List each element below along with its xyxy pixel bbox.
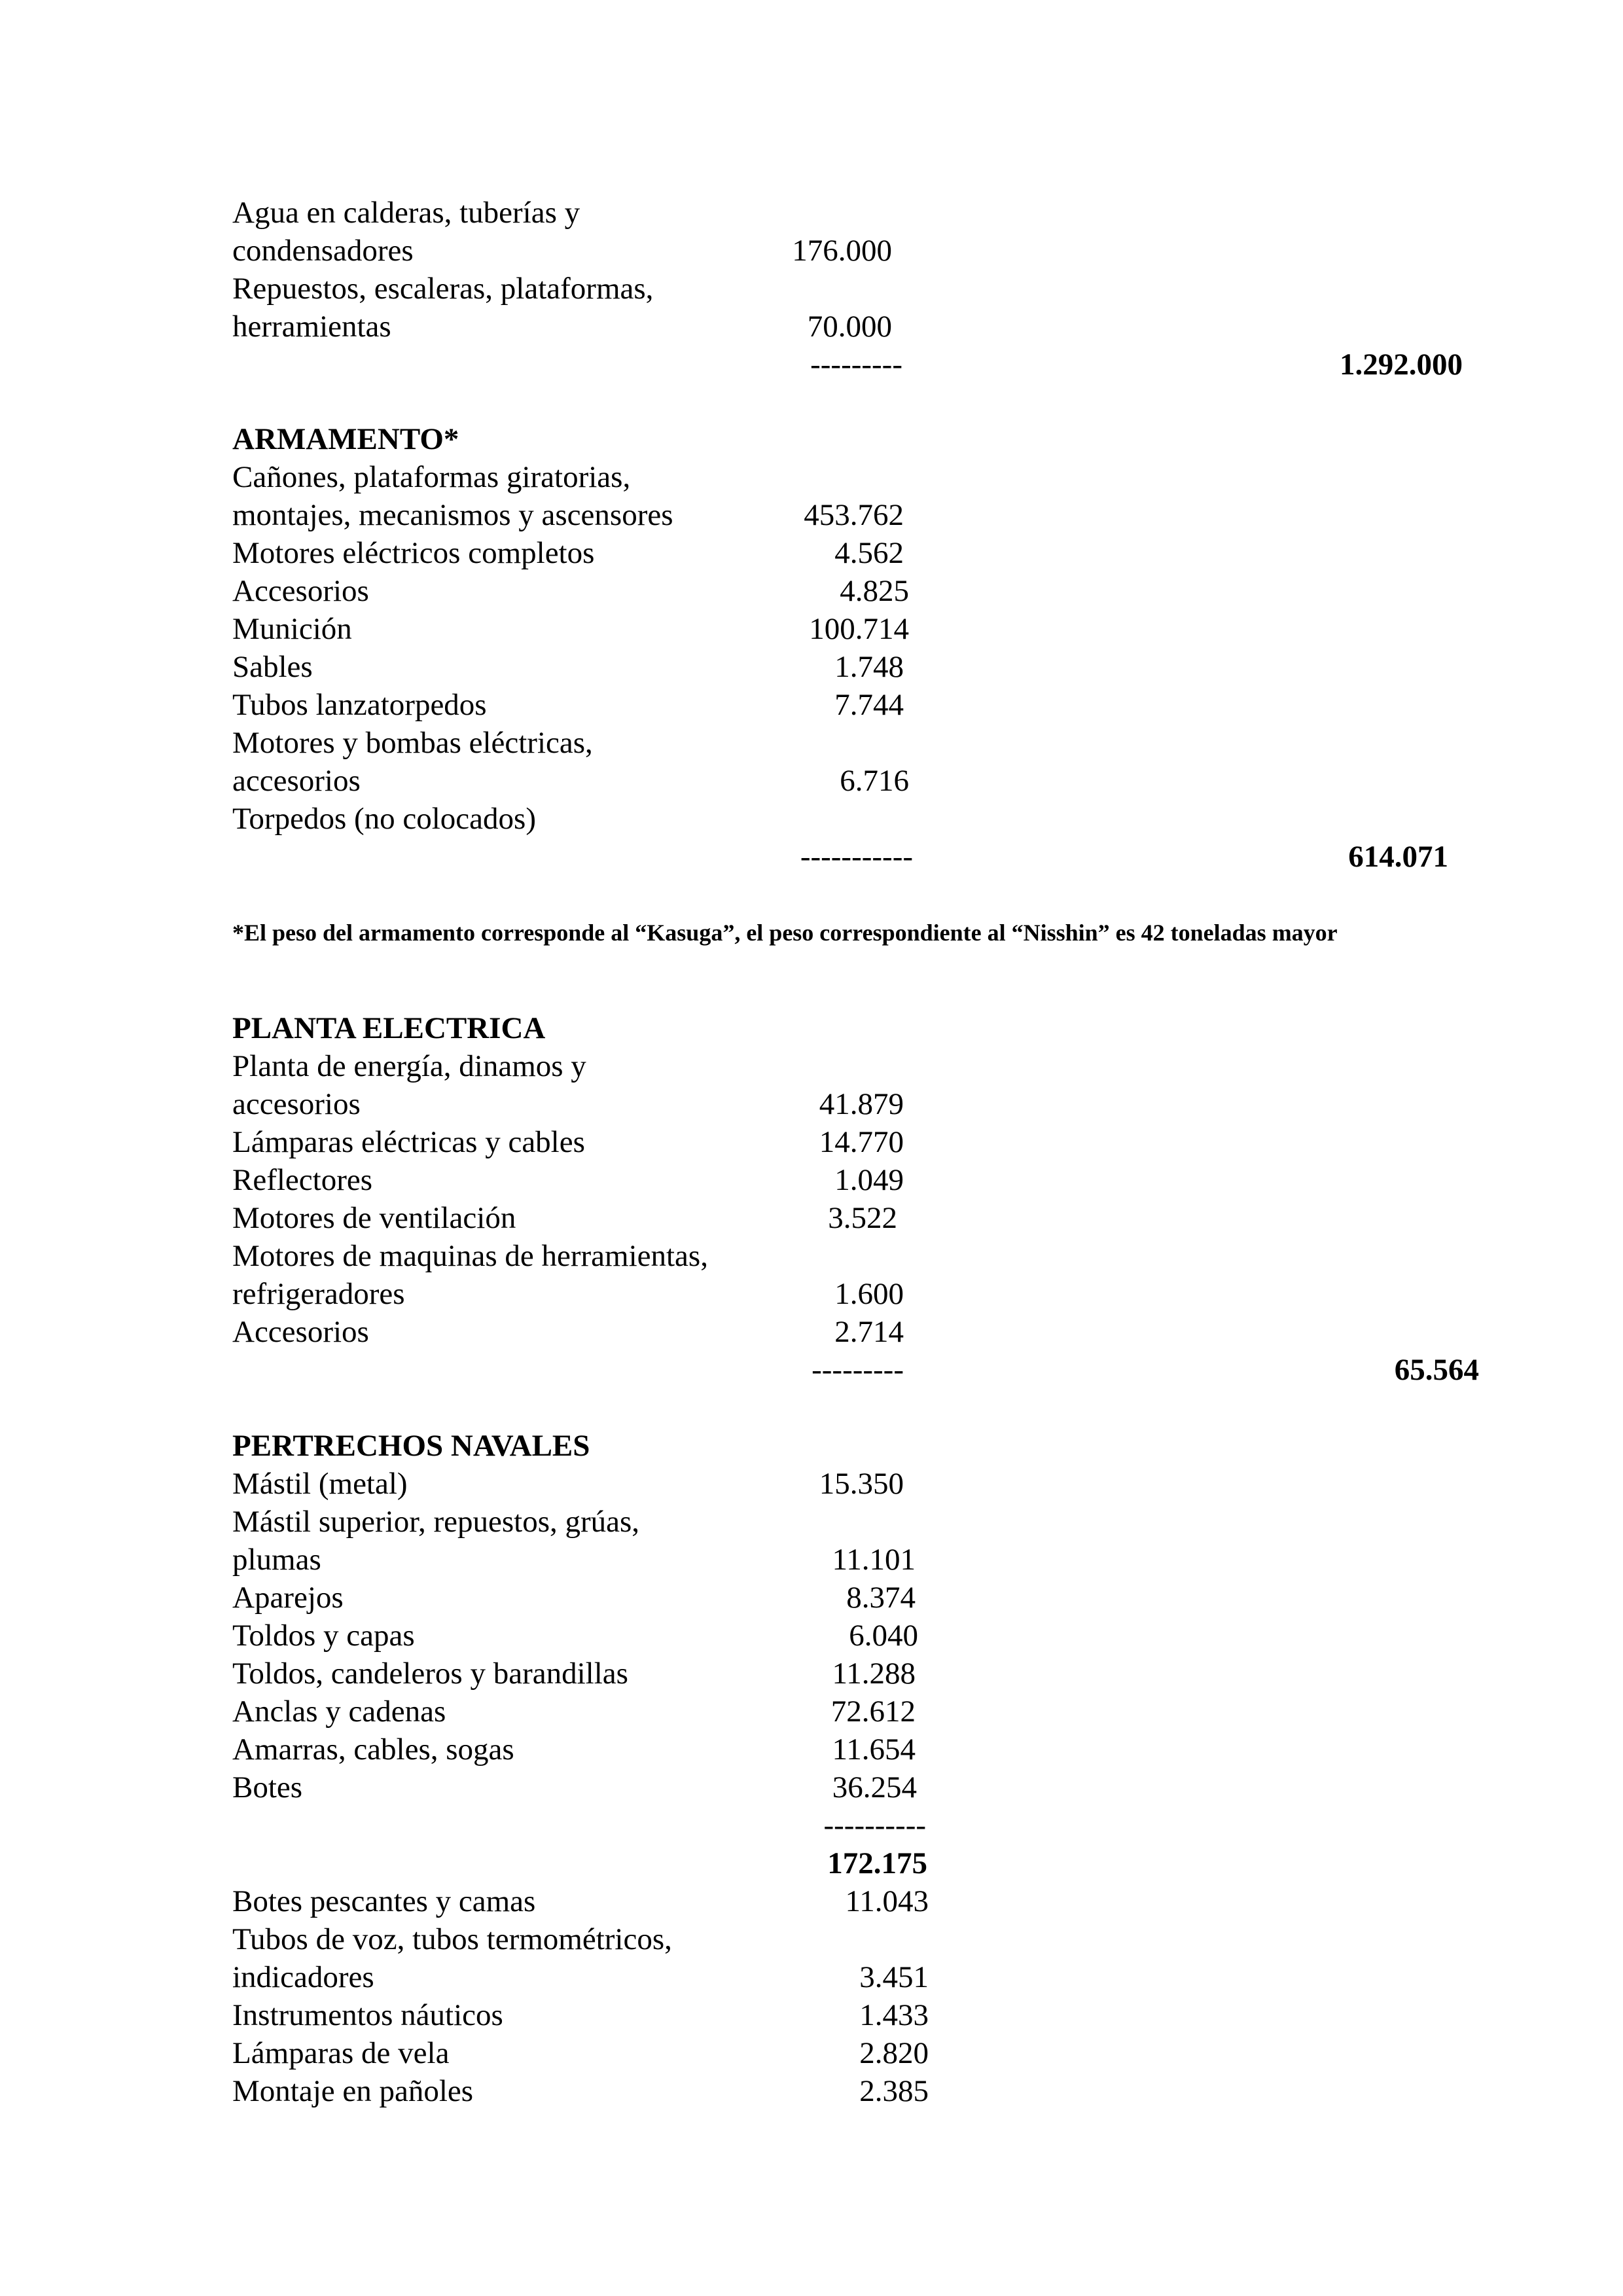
row-value: 1.600 — [834, 1277, 904, 1311]
row-value: 100.714 — [809, 612, 909, 646]
row-label: herramientas — [232, 310, 391, 344]
row-label: Toldos y capas — [232, 1619, 415, 1653]
row-label: Torpedos (no colocados) — [232, 802, 536, 836]
row-label: Montaje en pañoles — [232, 2074, 474, 2108]
row-value: 4.562 — [834, 536, 904, 570]
row-value: 11.101 — [832, 1543, 916, 1577]
row-value: 2.385 — [859, 2074, 929, 2108]
row-value: 6.716 — [840, 764, 909, 798]
row-label: Aparejos — [232, 1581, 344, 1615]
section-total: 614.071 — [1348, 840, 1448, 874]
row-value: 70.000 — [807, 310, 892, 344]
row-label: Motores de maquinas de herramientas, — [232, 1239, 708, 1273]
row-label: Munición — [232, 612, 352, 646]
row-value: 3.522 — [828, 1201, 897, 1235]
row-label: Repuestos, escaleras, plataformas, — [232, 272, 654, 306]
row-label: indicadores — [232, 1960, 374, 1994]
row-label: Botes pescantes y camas — [232, 1884, 536, 1918]
row-label: Amarras, cables, sogas — [232, 1732, 514, 1767]
row-value: 36.254 — [832, 1770, 917, 1804]
row-value: 3.451 — [859, 1960, 929, 1994]
rule-dashes: ----------- — [800, 840, 913, 874]
row-value: 2.820 — [859, 2036, 929, 2070]
row-label: Motores y bombas eléctricas, — [232, 726, 593, 760]
row-label: accesorios — [232, 1087, 361, 1121]
row-label: accesorios — [232, 764, 361, 798]
row-value: 11.654 — [832, 1732, 916, 1767]
row-value: 1.748 — [834, 650, 904, 684]
row-label: Sables — [232, 650, 313, 684]
row-value: 7.744 — [834, 688, 904, 722]
row-value: 15.350 — [819, 1467, 904, 1501]
row-label: Lámparas eléctricas y cables — [232, 1125, 585, 1159]
row-value: 8.374 — [846, 1581, 916, 1615]
row-label: Planta de energía, dinamos y — [232, 1049, 586, 1083]
row-label: Lámparas de vela — [232, 2036, 450, 2070]
row-label: Botes — [232, 1770, 303, 1804]
row-value: 2.714 — [834, 1315, 904, 1349]
row-value: 4.825 — [840, 574, 909, 608]
rule-dashes: --------- — [812, 1353, 904, 1387]
row-value: 41.879 — [819, 1087, 904, 1121]
row-label: montajes, mecanismos y ascensores — [232, 498, 673, 532]
row-label: Anclas y cadenas — [232, 1695, 446, 1729]
row-label: Cañones, plataformas giratorias, — [232, 460, 631, 494]
row-value: 1.049 — [834, 1163, 904, 1197]
row-label: Toldos, candeleros y barandillas — [232, 1657, 628, 1691]
section-title: PLANTA ELECTRICA — [232, 1011, 546, 1045]
section-total: 1.292.000 — [1340, 348, 1463, 382]
row-label: Accesorios — [232, 1315, 369, 1349]
row-label: condensadores — [232, 234, 414, 268]
row-label: Motores eléctricos completos — [232, 536, 595, 570]
row-label: Tubos de voz, tubos termométricos, — [232, 1922, 672, 1956]
section-title: ARMAMENTO* — [232, 422, 459, 456]
row-value: 11.043 — [845, 1884, 929, 1918]
row-value: 6.040 — [849, 1619, 918, 1653]
row-label: Agua en calderas, tuberías y — [232, 196, 580, 230]
row-label: Motores de ventilación — [232, 1201, 516, 1235]
rule-dashes: --------- — [810, 348, 902, 382]
row-label: Mástil superior, repuestos, grúas, — [232, 1505, 640, 1539]
row-label: plumas — [232, 1543, 321, 1577]
section-subtotal: 172.175 — [827, 1846, 927, 1880]
row-label: refrigeradores — [232, 1277, 405, 1311]
row-label: Tubos lanzatorpedos — [232, 688, 487, 722]
section-title: PERTRECHOS NAVALES — [232, 1429, 590, 1463]
row-value: 1.433 — [859, 1998, 929, 2032]
row-label: Instrumentos náuticos — [232, 1998, 503, 2032]
row-value: 453.762 — [804, 498, 904, 532]
row-value: 72.612 — [830, 1695, 916, 1729]
row-label: Mástil (metal) — [232, 1467, 408, 1501]
rule-dashes: ---------- — [823, 1808, 926, 1842]
row-label: Reflectores — [232, 1163, 373, 1197]
row-value: 14.770 — [819, 1125, 904, 1159]
row-value: 11.288 — [832, 1657, 916, 1691]
row-label: Accesorios — [232, 574, 369, 608]
row-value: 176.000 — [792, 234, 892, 268]
section-total: 65.564 — [1394, 1353, 1479, 1387]
footnote: *El peso del armamento corresponde al “Kasuga”, el peso correspondiente al “Nisshin” es 42 toneladas mayor — [232, 920, 1338, 946]
